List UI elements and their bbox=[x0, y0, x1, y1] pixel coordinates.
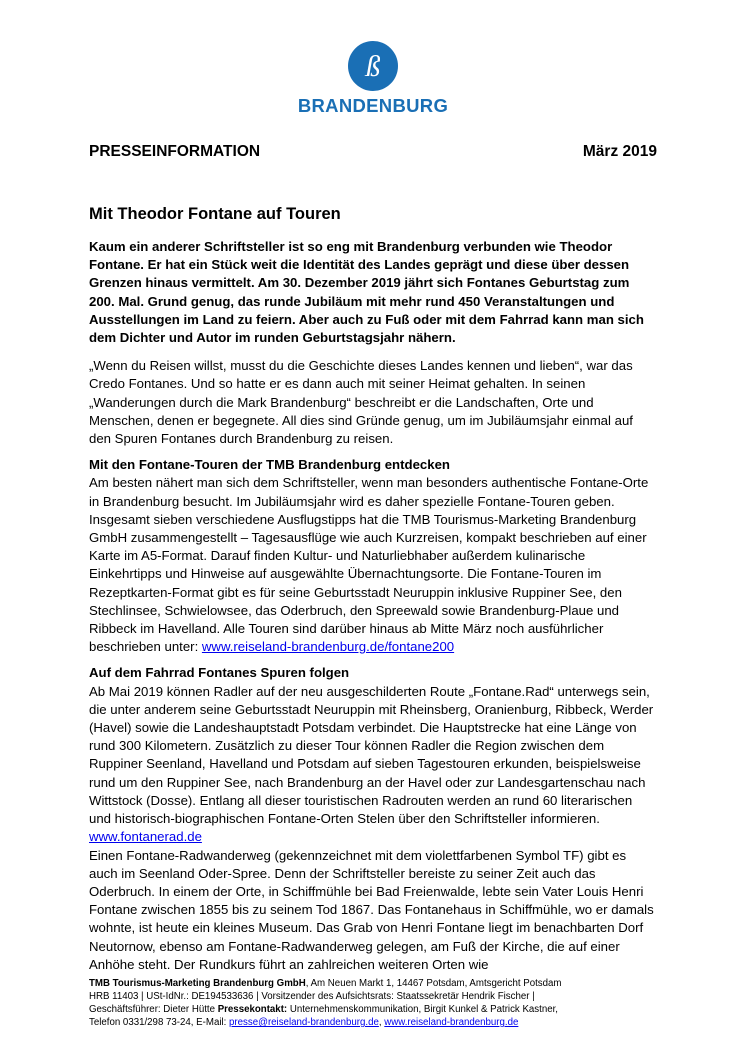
footer-separator: , bbox=[378, 1017, 385, 1028]
footer-line-1 bbox=[89, 977, 661, 990]
section2-text: Ab Mai 2019 können Radler auf der neu ausgeschilderten Route „Fontane.Rad“ unterwegs sein, die unter anderem seine Geburtsstadt Neuruppin mit Rheinsberg, Oranienburg, Ribbeck, Werder (Havel) sowie die Landeshauptstadt Potsdam verbindet. Die Hauptstrecke hat eine Länge von rund 300 Kilometern. Zusätzlich zu dieser Tour können Radler die Region zwischen dem Ruppiner Seenland, Havelland und Potsdam auf sieben Tagestouren erkunden, beispielsweise rund um den Ruppiner See, nach Brandenburg an der Havel oder zur Landesgartenschau nach Wittstock (Dosse). Entlang all dieser touristischen Radrouten werden an rund 60 literarischen und historisch-biographischen Fontane-Orten Stelen über den Schriftsteller informieren. bbox=[89, 683, 654, 827]
section2-heading: Auf dem Fahrrad Fontanes Spuren folgen bbox=[89, 665, 350, 681]
footer-phone: Telefon 0331/298 73-24, E-Mail: bbox=[89, 1017, 230, 1028]
document-date: März 2019 bbox=[582, 143, 657, 160]
section2-paragraph-2: Einen Fontane-Radwanderweg (gekennzeichnet mit dem violettfarbenen Symbol TF) gibt es auch im Seenland Oder-Spree. Denn der Schriftsteller bereiste zu seiner Zeit auch das Oderbruch. In einem der Orte, in Schiffmühle bei Bad Freienwalde, lebte sein Vater Louis Henri Fontane zwischen 1855 bis zu seinem Tod 1867. Das Fontanehaus in Schiffmühle, wo er damals wohnte, ist heute ein kleines Museum. Das Grab von Henri Fontane liegt im benachbarten Dorf Neutornow, ebenso am Fontane-Radwanderweg gelegen, am Fuß der Kirche, die auf einer Anhöhe steht. Der Rundkurs führt an zahlreichen weiteren Orten wie bbox=[89, 847, 654, 972]
brandenburg-emblem-icon bbox=[347, 40, 399, 92]
article-body bbox=[89, 238, 657, 974]
footer-line-4 bbox=[89, 1016, 661, 1029]
brandenburg-logo bbox=[0, 40, 746, 117]
fontane200-link[interactable]: www.reiseland-brandenburg.de/fontane200 bbox=[201, 639, 455, 655]
logo-text: BRANDENBURG bbox=[297, 95, 449, 116]
page-title: Mit Theodor Fontane auf Touren bbox=[89, 205, 341, 223]
section2-paragraph bbox=[89, 683, 657, 847]
footer-ceo: Geschäftsführer: Dieter Hütte bbox=[89, 1004, 218, 1015]
document-type-label: PRESSEINFORMATION bbox=[89, 143, 261, 160]
logo-monogram: ß bbox=[365, 50, 381, 83]
footer-press-contact: Unternehmenskommunikation, Birgit Kunkel & Patrick Kastner, bbox=[287, 1004, 558, 1015]
footer bbox=[89, 977, 661, 1029]
intro-paragraph: „Wenn du Reisen willst, musst du die Geschichte dieses Landes kennen und lieben“, war das Credo Fontanes. Und so hatte er es dann auch mit seiner Heimat gehalten. In seinen „Wanderungen durch die Mark Brandenburg“ beschreibt er die Landschaften, Orte und Menschen, denen er begegnete. All dies sind Gründe genug, um im Jubiläumsjahr einmal auf den Spuren Fontanes durch Brandenburg zu reisen. bbox=[89, 358, 633, 447]
footer-company: TMB Tourismus-Marketing Brandenburg GmbH bbox=[89, 978, 306, 989]
section1-text: Am besten nähert man sich dem Schriftsteller, wenn man besonders authentische Fontane-Orte in Brandenburg besucht. Im Jubiläumsjahr wird es daher spezielle Fontane-Touren geben. Insgesamt sieben verschiedene Ausflugstipps hat die TMB Tourismus-Marketing Brandenburg GmbH zusammengestellt – Tagesausflüge wie auch Kurzreisen, kompakt beschrieben auf einer Karte im A5-Format. Darauf finden Kultur- und Naturliebhaber außerdem kulinarische Einkehrtipps und Hinweise auf ausgewählte Übernachtungsorte. Die Fontane-Touren im Rezeptkarten-Format gibt es für seine Geburtsstadt Neuruppin inklusive Ruppiner See, den Stechlinsee, Schwielowsee, das Oderbruch, den Spreewald sowie Brandenburg-Plaue und Ribbeck im Havelland. Alle Touren sind darüber hinaus ab Mitte März noch ausführlicher beschrieben unter: bbox=[89, 475, 649, 655]
section1-heading: Mit den Fontane-Touren der TMB Brandenburg entdecken bbox=[89, 457, 450, 473]
footer-line-3 bbox=[89, 1003, 661, 1016]
section1-paragraph bbox=[89, 474, 657, 656]
footer-press-label: Pressekontakt: bbox=[217, 1004, 288, 1015]
lead-paragraph: Kaum ein anderer Schriftsteller ist so eng mit Brandenburg verbunden wie Theodor Fontane. Er hat ein Stück weit die Identität des Landes geprägt und diese über dessen Grenzen hinaus vermittelt. Am 30. Dezember 2019 jährt sich Fontanes Geburtstag zum 200. Mal. Grund genug, das runde Jubiläum mit mehr rund 450 Veranstaltungen und Ausstellungen im Land zu feiern. Aber auch zu Fuß oder mit dem Fahrrad kann man sich dem Dichter und Autor im runden Geburtstagsjahr nähern. bbox=[89, 239, 644, 346]
footer-website-link[interactable]: www.reiseland-brandenburg.de bbox=[384, 1017, 519, 1028]
footer-line-2: HRB 11403 | USt-IdNr.: DE194533636 | Vorsitzender des Aufsichtsrats: Staatssekretär Hendrik Fischer | bbox=[89, 991, 535, 1002]
footer-email-link[interactable]: presse@reiseland-brandenburg.de bbox=[229, 1017, 379, 1028]
footer-address: , Am Neuen Markt 1, 14467 Potsdam, Amtsgericht Potsdam bbox=[305, 978, 562, 989]
fontanerad-link[interactable]: www.fontanerad.de bbox=[89, 829, 202, 845]
